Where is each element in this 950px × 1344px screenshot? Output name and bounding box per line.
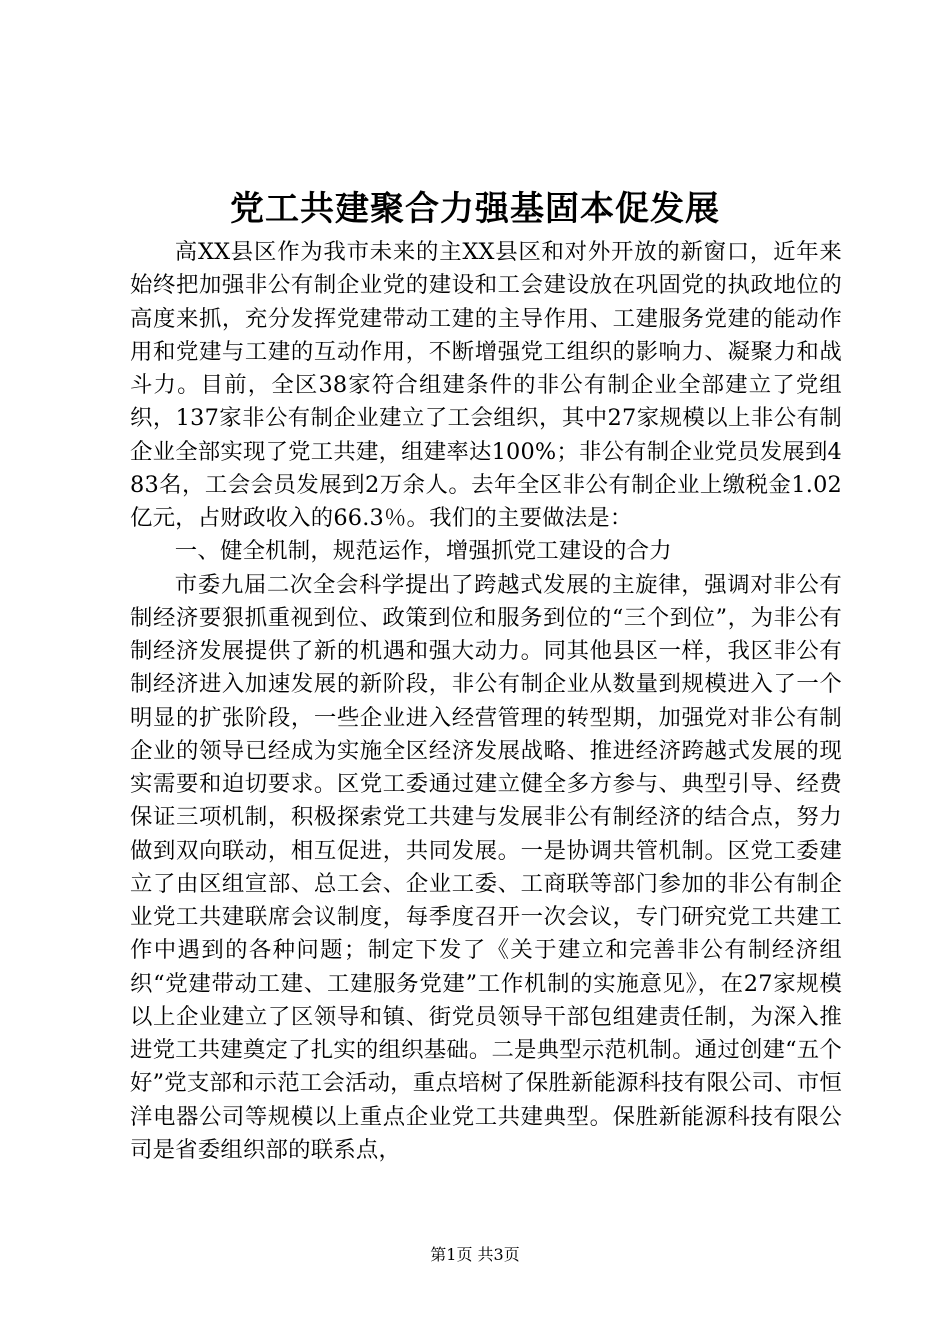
paragraph-section-1: 市委九届二次全会科学提出了跨越式发展的主旋律，强调对非公有制经济要狠抓重视到位、政策到位和服务到位的“三个到位”，为非公有制经济发展提供了新的机遇和强大动力。同其他县区一样，我区非公有制经济进入加速发展的新阶段，非公有制企业从数量到规模进入了一个明显的扩张阶段，一些企业进入经营管理的转型期，加强党对非公有制企业的领导已经成为实施全区经济发展战略、推进经济跨越式发展的现实需要和迫切要求。区党工委通过建立健全多方参与、典型引导、经费保证三项机制，积极探索党工共建与发展非公有制经济的结合点，努力做到双向联动，相互促进，共同发展。一是协调共管机制。区党工委建立了由区组宣部、总工会、企业工委、工商联等部门参加的非公有制企业党工共建联席会议制度，每季度召开一次会议，专门研究党工共建工作中遇到的各种问题；制定下发了《关于建立和完善非公有制经济组织“党建带动工建、工建服务党建”工作机制的实施意见》，在27家规模以上企业建立了区领导和镇、街党员领导干部包组建责任制，为深入推进党工共建奠定了扎实的组织基础。二是典型示范机制。通过创建“五个好”党支部和示范工会活动，重点培树了保胜新能源科技有限公司、市恒洋电器公司等规模以上重点企业党工共建典型。保胜新能源科技有限公司是省委组织部的联系点， — [130, 571, 842, 1163]
document-title: 党工共建聚合力强基固本促发展 — [230, 189, 720, 229]
page-footer — [0, 1245, 950, 1265]
section-heading-1: 一、健全机制，规范运作，增强抓党工建设的合力 — [174, 538, 672, 565]
paragraph-intro: 高XX县区作为我市未来的主XX县区和对外开放的新窗口，近年来始终把加强非公有制企业党的建设和工会建设放在巩固党的执政地位的高度来抓，充分发挥党建带动工建的主导作用、工建服务党建的能动作用和党建与工建的互动作用，不断增强党工组织的影响力、凝聚力和战斗力。目前，全区38家符合组建条件的非公有制企业全部建立了党组织，137家非公有制企业建立了工会组织，其中27家规模以上非公有制企业全部实现了党工共建，组建率达100%；非公有制企业党员发展到483名，工会会员发展到2万余人。去年全区非公有制企业上缴税金1.02亿元，占财政收入的66.3％。我们的主要做法是： — [130, 239, 842, 531]
page-number: 第1页 共3页 — [430, 1245, 520, 1264]
document-body — [130, 236, 842, 1167]
